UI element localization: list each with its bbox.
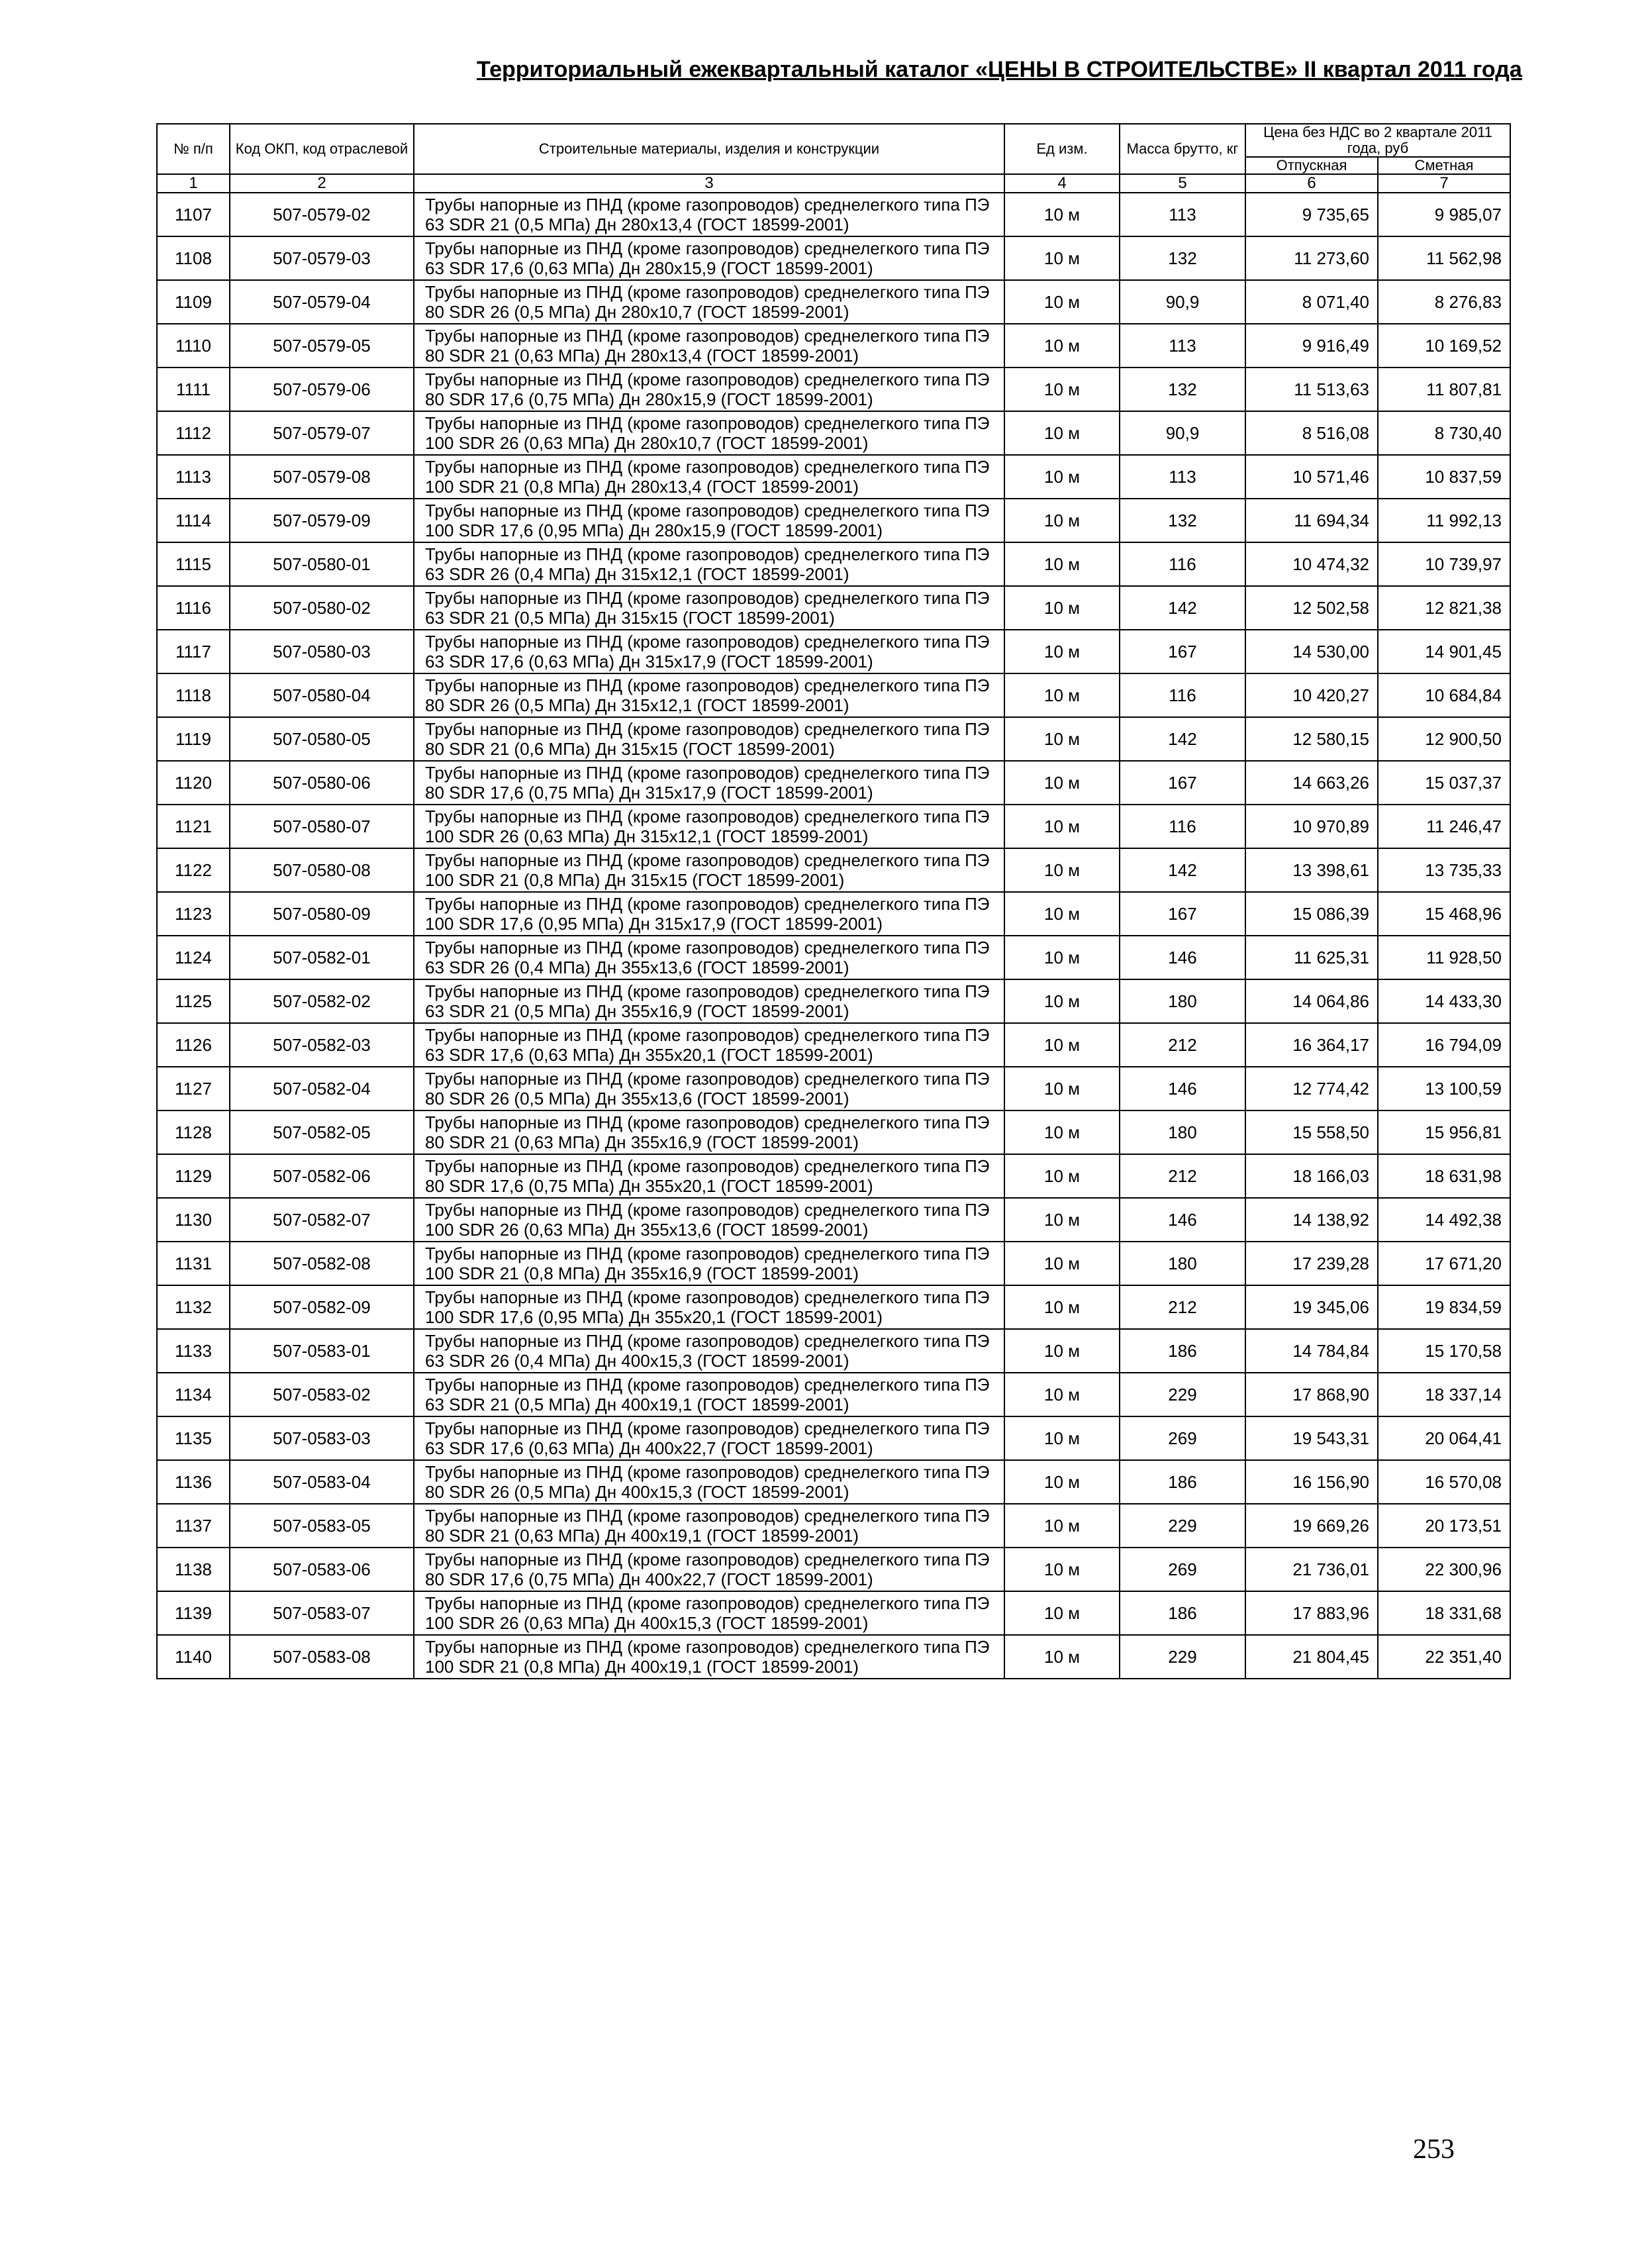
table-row: [157, 1635, 1510, 1679]
gross-mass: 167: [1120, 761, 1245, 805]
price-release: 8 071,40: [1245, 280, 1378, 324]
row-number: 1129: [157, 1154, 230, 1198]
table-row: [157, 1242, 1510, 1285]
unit-of-measure: 10 м: [1004, 1198, 1120, 1242]
gross-mass: 113: [1120, 324, 1245, 368]
price-estimate: 11 807,81: [1378, 368, 1510, 411]
table-header: [157, 124, 1510, 193]
table-row: [157, 1460, 1510, 1504]
okp-code: 507-0582-09: [230, 1285, 414, 1329]
okp-code: 507-0583-01: [230, 1329, 414, 1373]
unit-of-measure: 10 м: [1004, 1067, 1120, 1110]
table-row: [157, 936, 1510, 979]
okp-code: 507-0580-09: [230, 892, 414, 936]
unit-of-measure: 10 м: [1004, 1591, 1120, 1635]
unit-of-measure: 10 м: [1004, 236, 1120, 280]
price-estimate: 9 985,07: [1378, 193, 1510, 236]
table-row: [157, 1110, 1510, 1154]
price-release: 11 513,63: [1245, 368, 1378, 411]
price-estimate: 10 684,84: [1378, 673, 1510, 717]
unit-of-measure: 10 м: [1004, 586, 1120, 630]
unit-of-measure: 10 м: [1004, 630, 1120, 673]
gross-mass: 167: [1120, 630, 1245, 673]
material-description: Трубы напорные из ПНД (кроме газопроводов) среднелегкого типа ПЭ 100 SDR 26 (0,63 МПа) Дн 280х10,7 (ГОСТ 18599-2001): [414, 411, 1004, 455]
row-number: 1123: [157, 892, 230, 936]
material-description: Трубы напорные из ПНД (кроме газопроводов) среднелегкого типа ПЭ 63 SDR 17,6 (0,63 МПа) Дн 280х15,9 (ГОСТ 18599-2001): [414, 236, 1004, 280]
unit-of-measure: 10 м: [1004, 1285, 1120, 1329]
row-number: 1115: [157, 542, 230, 586]
table-row: [157, 280, 1510, 324]
okp-code: 507-0583-03: [230, 1416, 414, 1460]
price-estimate: 22 351,40: [1378, 1635, 1510, 1679]
unit-of-measure: 10 м: [1004, 499, 1120, 542]
table-row: [157, 1591, 1510, 1635]
price-estimate: 11 562,98: [1378, 236, 1510, 280]
row-number: 1131: [157, 1242, 230, 1285]
price-release: 14 663,26: [1245, 761, 1378, 805]
gross-mass: 212: [1120, 1285, 1245, 1329]
gross-mass: 116: [1120, 805, 1245, 848]
price-estimate: 8 730,40: [1378, 411, 1510, 455]
gross-mass: 229: [1120, 1373, 1245, 1416]
price-estimate: 20 173,51: [1378, 1504, 1510, 1548]
okp-code: 507-0582-05: [230, 1110, 414, 1154]
price-release: 13 398,61: [1245, 848, 1378, 892]
gross-mass: 229: [1120, 1635, 1245, 1679]
material-description: Трубы напорные из ПНД (кроме газопроводов) среднелегкого типа ПЭ 80 SDR 21 (0,63 МПа) Дн 280х13,4 (ГОСТ 18599-2001): [414, 324, 1004, 368]
gross-mass: 212: [1120, 1023, 1245, 1067]
table-body: [157, 193, 1510, 1679]
row-number: 1130: [157, 1198, 230, 1242]
row-number: 1112: [157, 411, 230, 455]
row-number: 1126: [157, 1023, 230, 1067]
material-description: Трубы напорные из ПНД (кроме газопроводов) среднелегкого типа ПЭ 63 SDR 21 (0,5 МПа) Дн 355х16,9 (ГОСТ 18599-2001): [414, 979, 1004, 1023]
okp-code: 507-0580-08: [230, 848, 414, 892]
table-row: [157, 848, 1510, 892]
material-description: Трубы напорные из ПНД (кроме газопроводов) среднелегкого типа ПЭ 63 SDR 21 (0,5 МПа) Дн 315х15 (ГОСТ 18599-2001): [414, 586, 1004, 630]
price-estimate: 13 100,59: [1378, 1067, 1510, 1110]
gross-mass: 132: [1120, 236, 1245, 280]
okp-code: 507-0579-06: [230, 368, 414, 411]
price-release: 17 883,96: [1245, 1591, 1378, 1635]
price-release: 9 916,49: [1245, 324, 1378, 368]
okp-code: 507-0580-06: [230, 761, 414, 805]
unit-of-measure: 10 м: [1004, 542, 1120, 586]
price-estimate: 20 064,41: [1378, 1416, 1510, 1460]
material-description: Трубы напорные из ПНД (кроме газопроводов) среднелегкого типа ПЭ 80 SDR 21 (0,6 МПа) Дн 315х15 (ГОСТ 18599-2001): [414, 717, 1004, 761]
unit-of-measure: 10 м: [1004, 1110, 1120, 1154]
unit-of-measure: 10 м: [1004, 936, 1120, 979]
header-mass: Масса брутто, кг: [1120, 124, 1245, 174]
price-estimate: 8 276,83: [1378, 280, 1510, 324]
price-release: 14 530,00: [1245, 630, 1378, 673]
row-number: 1134: [157, 1373, 230, 1416]
table-row: [157, 1548, 1510, 1591]
okp-code: 507-0582-08: [230, 1242, 414, 1285]
header-price-release: Отпускная: [1245, 157, 1378, 174]
okp-code: 507-0579-07: [230, 411, 414, 455]
table-row: [157, 236, 1510, 280]
material-description: Трубы напорные из ПНД (кроме газопроводов) среднелегкого типа ПЭ 80 SDR 17,6 (0,75 МПа) Дн 355х20,1 (ГОСТ 18599-2001): [414, 1154, 1004, 1198]
okp-code: 507-0582-04: [230, 1067, 414, 1110]
okp-code: 507-0580-01: [230, 542, 414, 586]
table-row: [157, 979, 1510, 1023]
header-unit: Ед изм.: [1004, 124, 1120, 174]
gross-mass: 186: [1120, 1591, 1245, 1635]
gross-mass: 142: [1120, 586, 1245, 630]
table-row: [157, 1023, 1510, 1067]
table-row: [157, 499, 1510, 542]
material-description: Трубы напорные из ПНД (кроме газопроводов) среднелегкого типа ПЭ 100 SDR 17,6 (0,95 МПа) Дн 355х20,1 (ГОСТ 18599-2001): [414, 1285, 1004, 1329]
table-row: [157, 1373, 1510, 1416]
row-number: 1108: [157, 236, 230, 280]
table-row: [157, 193, 1510, 236]
material-description: Трубы напорные из ПНД (кроме газопроводов) среднелегкого типа ПЭ 80 SDR 21 (0,63 МПа) Дн 355х16,9 (ГОСТ 18599-2001): [414, 1110, 1004, 1154]
unit-of-measure: 10 м: [1004, 761, 1120, 805]
okp-code: 507-0583-02: [230, 1373, 414, 1416]
gross-mass: 132: [1120, 368, 1245, 411]
unit-of-measure: 10 м: [1004, 1416, 1120, 1460]
material-description: Трубы напорные из ПНД (кроме газопроводов) среднелегкого типа ПЭ 63 SDR 17,6 (0,63 МПа) Дн 315х17,9 (ГОСТ 18599-2001): [414, 630, 1004, 673]
price-release: 10 474,32: [1245, 542, 1378, 586]
unit-of-measure: 10 м: [1004, 717, 1120, 761]
row-number: 1124: [157, 936, 230, 979]
unit-of-measure: 10 м: [1004, 892, 1120, 936]
material-description: Трубы напорные из ПНД (кроме газопроводов) среднелегкого типа ПЭ 100 SDR 17,6 (0,95 МПа) Дн 315х17,9 (ГОСТ 18599-2001): [414, 892, 1004, 936]
material-description: Трубы напорные из ПНД (кроме газопроводов) среднелегкого типа ПЭ 100 SDR 17,6 (0,95 МПа) Дн 280х15,9 (ГОСТ 18599-2001): [414, 499, 1004, 542]
gross-mass: 146: [1120, 936, 1245, 979]
price-release: 8 516,08: [1245, 411, 1378, 455]
price-release: 11 694,34: [1245, 499, 1378, 542]
price-estimate: 16 570,08: [1378, 1460, 1510, 1504]
price-release: 19 345,06: [1245, 1285, 1378, 1329]
material-description: Трубы напорные из ПНД (кроме газопроводов) среднелегкого типа ПЭ 63 SDR 26 (0,4 МПа) Дн 400х15,3 (ГОСТ 18599-2001): [414, 1329, 1004, 1373]
material-description: Трубы напорные из ПНД (кроме газопроводов) среднелегкого типа ПЭ 80 SDR 26 (0,5 МПа) Дн 355х13,6 (ГОСТ 18599-2001): [414, 1067, 1004, 1110]
gross-mass: 113: [1120, 193, 1245, 236]
row-number: 1120: [157, 761, 230, 805]
unit-of-measure: 10 м: [1004, 979, 1120, 1023]
row-number: 1125: [157, 979, 230, 1023]
col-number: 4: [1004, 174, 1120, 193]
row-number: 1137: [157, 1504, 230, 1548]
material-description: Трубы напорные из ПНД (кроме газопроводов) среднелегкого типа ПЭ 100 SDR 21 (0,8 МПа) Дн 400х19,1 (ГОСТ 18599-2001): [414, 1635, 1004, 1679]
okp-code: 507-0580-07: [230, 805, 414, 848]
gross-mass: 180: [1120, 1242, 1245, 1285]
okp-code: 507-0583-06: [230, 1548, 414, 1591]
okp-code: 507-0579-05: [230, 324, 414, 368]
price-release: 14 784,84: [1245, 1329, 1378, 1373]
unit-of-measure: 10 м: [1004, 1504, 1120, 1548]
page-header-title: Территориальный ежеквартальный каталог «ЦЕНЫ В СТРОИТЕЛЬСТВЕ» II квартал 2011 года: [477, 57, 1522, 82]
gross-mass: 142: [1120, 717, 1245, 761]
row-number: 1107: [157, 193, 230, 236]
row-number: 1111: [157, 368, 230, 411]
table-row: [157, 1329, 1510, 1373]
price-estimate: 18 337,14: [1378, 1373, 1510, 1416]
table-row: [157, 1416, 1510, 1460]
price-release: 21 804,45: [1245, 1635, 1378, 1679]
material-description: Трубы напорные из ПНД (кроме газопроводов) среднелегкого типа ПЭ 80 SDR 17,6 (0,75 МПа) Дн 400х22,7 (ГОСТ 18599-2001): [414, 1548, 1004, 1591]
row-number: 1128: [157, 1110, 230, 1154]
material-description: Трубы напорные из ПНД (кроме газопроводов) среднелегкого типа ПЭ 80 SDR 17,6 (0,75 МПа) Дн 280х15,9 (ГОСТ 18599-2001): [414, 368, 1004, 411]
table-row: [157, 805, 1510, 848]
price-estimate: 17 671,20: [1378, 1242, 1510, 1285]
col-number: 1: [157, 174, 230, 193]
material-description: Трубы напорные из ПНД (кроме газопроводов) среднелегкого типа ПЭ 63 SDR 17,6 (0,63 МПа) Дн 355х20,1 (ГОСТ 18599-2001): [414, 1023, 1004, 1067]
price-release: 14 064,86: [1245, 979, 1378, 1023]
header-price: Цена без НДС во 2 квартале 2011 года, руб: [1245, 124, 1510, 157]
col-number: 3: [414, 174, 1004, 193]
material-description: Трубы напорные из ПНД (кроме газопроводов) среднелегкого типа ПЭ 63 SDR 21 (0,5 МПа) Дн 400х19,1 (ГОСТ 18599-2001): [414, 1373, 1004, 1416]
unit-of-measure: 10 м: [1004, 1242, 1120, 1285]
material-description: Трубы напорные из ПНД (кроме газопроводов) среднелегкого типа ПЭ 80 SDR 26 (0,5 МПа) Дн 280х10,7 (ГОСТ 18599-2001): [414, 280, 1004, 324]
price-release: 11 273,60: [1245, 236, 1378, 280]
price-release: 12 580,15: [1245, 717, 1378, 761]
okp-code: 507-0580-05: [230, 717, 414, 761]
unit-of-measure: 10 м: [1004, 1548, 1120, 1591]
price-estimate: 16 794,09: [1378, 1023, 1510, 1067]
row-number: 1109: [157, 280, 230, 324]
row-number: 1132: [157, 1285, 230, 1329]
gross-mass: 186: [1120, 1329, 1245, 1373]
unit-of-measure: 10 м: [1004, 280, 1120, 324]
price-estimate: 12 821,38: [1378, 586, 1510, 630]
table-row: [157, 455, 1510, 499]
price-release: 9 735,65: [1245, 193, 1378, 236]
col-number: 6: [1245, 174, 1378, 193]
row-number: 1110: [157, 324, 230, 368]
okp-code: 507-0579-08: [230, 455, 414, 499]
unit-of-measure: 10 м: [1004, 324, 1120, 368]
gross-mass: 113: [1120, 455, 1245, 499]
material-description: Трубы напорные из ПНД (кроме газопроводов) среднелегкого типа ПЭ 80 SDR 26 (0,5 МПа) Дн 315х12,1 (ГОСТ 18599-2001): [414, 673, 1004, 717]
gross-mass: 180: [1120, 1110, 1245, 1154]
material-description: Трубы напорные из ПНД (кроме газопроводов) среднелегкого типа ПЭ 100 SDR 21 (0,8 МПа) Дн 315х15 (ГОСТ 18599-2001): [414, 848, 1004, 892]
price-release: 16 156,90: [1245, 1460, 1378, 1504]
okp-code: 507-0583-05: [230, 1504, 414, 1548]
header-code: Код ОКП, код отраслевой: [230, 124, 414, 174]
table-row: [157, 717, 1510, 761]
unit-of-measure: 10 м: [1004, 193, 1120, 236]
row-number: 1135: [157, 1416, 230, 1460]
row-number: 1133: [157, 1329, 230, 1373]
okp-code: 507-0579-04: [230, 280, 414, 324]
price-estimate: 22 300,96: [1378, 1548, 1510, 1591]
unit-of-measure: 10 м: [1004, 1154, 1120, 1198]
material-description: Трубы напорные из ПНД (кроме газопроводов) среднелегкого типа ПЭ 80 SDR 21 (0,63 МПа) Дн 400х19,1 (ГОСТ 18599-2001): [414, 1504, 1004, 1548]
price-release: 10 571,46: [1245, 455, 1378, 499]
row-number: 1117: [157, 630, 230, 673]
gross-mass: 116: [1120, 542, 1245, 586]
price-estimate: 15 037,37: [1378, 761, 1510, 805]
price-estimate: 12 900,50: [1378, 717, 1510, 761]
row-number: 1118: [157, 673, 230, 717]
price-release: 18 166,03: [1245, 1154, 1378, 1198]
header-no: № п/п: [157, 124, 230, 174]
okp-code: 507-0579-02: [230, 193, 414, 236]
row-number: 1113: [157, 455, 230, 499]
table-row: [157, 411, 1510, 455]
material-description: Трубы напорные из ПНД (кроме газопроводов) среднелегкого типа ПЭ 100 SDR 26 (0,63 МПа) Дн 355х13,6 (ГОСТ 18599-2001): [414, 1198, 1004, 1242]
okp-code: 507-0580-02: [230, 586, 414, 630]
col-number: 7: [1378, 174, 1510, 193]
okp-code: 507-0579-09: [230, 499, 414, 542]
price-catalog-table: [156, 123, 1511, 1679]
price-estimate: 14 433,30: [1378, 979, 1510, 1023]
material-description: Трубы напорные из ПНД (кроме газопроводов) среднелегкого типа ПЭ 100 SDR 26 (0,63 МПа) Дн 400х15,3 (ГОСТ 18599-2001): [414, 1591, 1004, 1635]
row-number: 1127: [157, 1067, 230, 1110]
okp-code: 507-0583-08: [230, 1635, 414, 1679]
table-row: [157, 368, 1510, 411]
material-description: Трубы напорные из ПНД (кроме газопроводов) среднелегкого типа ПЭ 100 SDR 26 (0,63 МПа) Дн 315х12,1 (ГОСТ 18599-2001): [414, 805, 1004, 848]
unit-of-measure: 10 м: [1004, 1023, 1120, 1067]
price-estimate: 11 246,47: [1378, 805, 1510, 848]
table-row: [157, 1154, 1510, 1198]
okp-code: 507-0582-06: [230, 1154, 414, 1198]
okp-code: 507-0583-04: [230, 1460, 414, 1504]
price-release: 16 364,17: [1245, 1023, 1378, 1067]
okp-code: 507-0580-03: [230, 630, 414, 673]
price-release: 15 086,39: [1245, 892, 1378, 936]
table-row: [157, 542, 1510, 586]
price-estimate: 18 331,68: [1378, 1591, 1510, 1635]
material-description: Трубы напорные из ПНД (кроме газопроводов) среднелегкого типа ПЭ 63 SDR 17,6 (0,63 МПа) Дн 400х22,7 (ГОСТ 18599-2001): [414, 1416, 1004, 1460]
price-estimate: 11 992,13: [1378, 499, 1510, 542]
price-estimate: 18 631,98: [1378, 1154, 1510, 1198]
header-name: Строительные материалы, изделия и конструкции: [414, 124, 1004, 174]
gross-mass: 229: [1120, 1504, 1245, 1548]
price-release: 19 543,31: [1245, 1416, 1378, 1460]
material-description: Трубы напорные из ПНД (кроме газопроводов) среднелегкого типа ПЭ 80 SDR 26 (0,5 МПа) Дн 400х15,3 (ГОСТ 18599-2001): [414, 1460, 1004, 1504]
material-description: Трубы напорные из ПНД (кроме газопроводов) среднелегкого типа ПЭ 63 SDR 26 (0,4 МПа) Дн 355х13,6 (ГОСТ 18599-2001): [414, 936, 1004, 979]
gross-mass: 212: [1120, 1154, 1245, 1198]
gross-mass: 116: [1120, 673, 1245, 717]
gross-mass: 167: [1120, 892, 1245, 936]
okp-code: 507-0582-02: [230, 979, 414, 1023]
gross-mass: 146: [1120, 1198, 1245, 1242]
table-row: [157, 761, 1510, 805]
unit-of-measure: 10 м: [1004, 1329, 1120, 1373]
price-estimate: 11 928,50: [1378, 936, 1510, 979]
row-number: 1138: [157, 1548, 230, 1591]
gross-mass: 90,9: [1120, 280, 1245, 324]
gross-mass: 90,9: [1120, 411, 1245, 455]
price-estimate: 10 837,59: [1378, 455, 1510, 499]
row-number: 1139: [157, 1591, 230, 1635]
price-estimate: 14 492,38: [1378, 1198, 1510, 1242]
gross-mass: 142: [1120, 848, 1245, 892]
unit-of-measure: 10 м: [1004, 368, 1120, 411]
unit-of-measure: 10 м: [1004, 848, 1120, 892]
table-row: [157, 630, 1510, 673]
price-release: 21 736,01: [1245, 1548, 1378, 1591]
row-number: 1136: [157, 1460, 230, 1504]
gross-mass: 269: [1120, 1416, 1245, 1460]
okp-code: 507-0582-07: [230, 1198, 414, 1242]
price-estimate: 14 901,45: [1378, 630, 1510, 673]
col-number: 2: [230, 174, 414, 193]
unit-of-measure: 10 м: [1004, 1635, 1120, 1679]
unit-of-measure: 10 м: [1004, 1373, 1120, 1416]
table-row: [157, 1067, 1510, 1110]
table-row: [157, 1285, 1510, 1329]
col-number: 5: [1120, 174, 1245, 193]
okp-code: 507-0582-03: [230, 1023, 414, 1067]
gross-mass: 180: [1120, 979, 1245, 1023]
price-release: 17 868,90: [1245, 1373, 1378, 1416]
row-number: 1114: [157, 499, 230, 542]
unit-of-measure: 10 м: [1004, 673, 1120, 717]
price-release: 10 970,89: [1245, 805, 1378, 848]
unit-of-measure: 10 м: [1004, 805, 1120, 848]
price-estimate: 10 169,52: [1378, 324, 1510, 368]
price-release: 19 669,26: [1245, 1504, 1378, 1548]
row-number: 1116: [157, 586, 230, 630]
price-estimate: 13 735,33: [1378, 848, 1510, 892]
material-description: Трубы напорные из ПНД (кроме газопроводов) среднелегкого типа ПЭ 63 SDR 21 (0,5 МПа) Дн 280х13,4 (ГОСТ 18599-2001): [414, 193, 1004, 236]
header-price-estimate: Сметная: [1378, 157, 1510, 174]
gross-mass: 132: [1120, 499, 1245, 542]
row-number: 1140: [157, 1635, 230, 1679]
table-row: [157, 1504, 1510, 1548]
row-number: 1121: [157, 805, 230, 848]
okp-code: 507-0579-03: [230, 236, 414, 280]
okp-code: 507-0582-01: [230, 936, 414, 979]
unit-of-measure: 10 м: [1004, 1460, 1120, 1504]
gross-mass: 186: [1120, 1460, 1245, 1504]
material-description: Трубы напорные из ПНД (кроме газопроводов) среднелегкого типа ПЭ 100 SDR 21 (0,8 МПа) Дн 355х16,9 (ГОСТ 18599-2001): [414, 1242, 1004, 1285]
price-release: 12 502,58: [1245, 586, 1378, 630]
material-description: Трубы напорные из ПНД (кроме газопроводов) среднелегкого типа ПЭ 80 SDR 17,6 (0,75 МПа) Дн 315х17,9 (ГОСТ 18599-2001): [414, 761, 1004, 805]
row-number: 1119: [157, 717, 230, 761]
price-estimate: 15 956,81: [1378, 1110, 1510, 1154]
price-release: 11 625,31: [1245, 936, 1378, 979]
gross-mass: 269: [1120, 1548, 1245, 1591]
price-estimate: 10 739,97: [1378, 542, 1510, 586]
price-release: 14 138,92: [1245, 1198, 1378, 1242]
price-estimate: 19 834,59: [1378, 1285, 1510, 1329]
row-number: 1122: [157, 848, 230, 892]
page-number: 253: [1413, 2134, 1455, 2165]
material-description: Трубы напорные из ПНД (кроме газопроводов) среднелегкого типа ПЭ 63 SDR 26 (0,4 МПа) Дн 315х12,1 (ГОСТ 18599-2001): [414, 542, 1004, 586]
price-estimate: 15 468,96: [1378, 892, 1510, 936]
price-estimate: 15 170,58: [1378, 1329, 1510, 1373]
table-row: [157, 324, 1510, 368]
table-row: [157, 892, 1510, 936]
price-release: 15 558,50: [1245, 1110, 1378, 1154]
unit-of-measure: 10 м: [1004, 455, 1120, 499]
table-row: [157, 673, 1510, 717]
gross-mass: 146: [1120, 1067, 1245, 1110]
price-release: 12 774,42: [1245, 1067, 1378, 1110]
table-row: [157, 586, 1510, 630]
unit-of-measure: 10 м: [1004, 411, 1120, 455]
price-release: 17 239,28: [1245, 1242, 1378, 1285]
okp-code: 507-0583-07: [230, 1591, 414, 1635]
material-description: Трубы напорные из ПНД (кроме газопроводов) среднелегкого типа ПЭ 100 SDR 21 (0,8 МПа) Дн 280х13,4 (ГОСТ 18599-2001): [414, 455, 1004, 499]
price-release: 10 420,27: [1245, 673, 1378, 717]
okp-code: 507-0580-04: [230, 673, 414, 717]
table-row: [157, 1198, 1510, 1242]
